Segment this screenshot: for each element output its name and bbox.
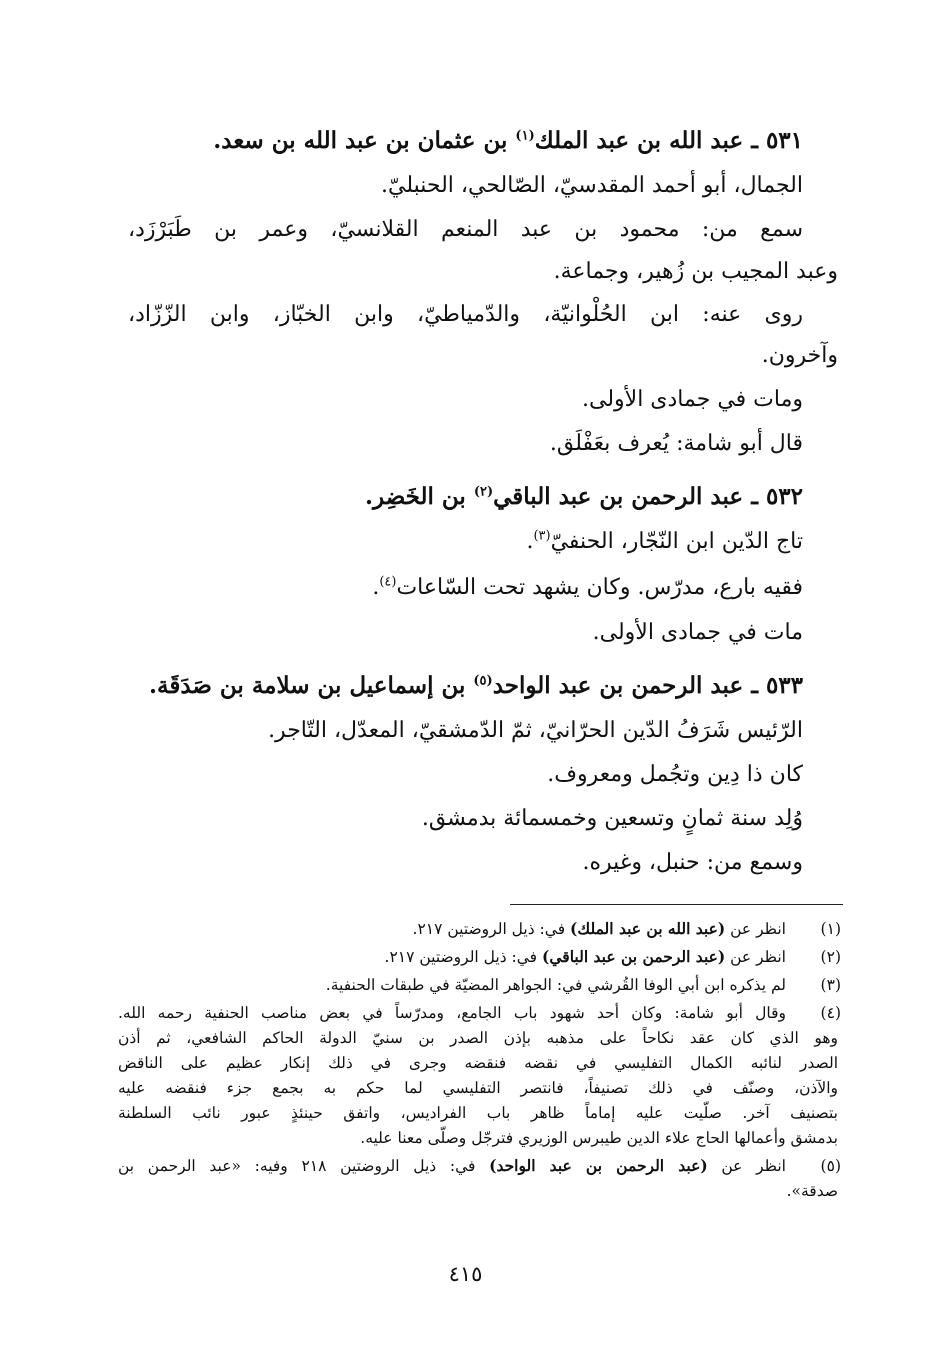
- entry-name: عبد الرحمن بن عبد الواحد: [492, 672, 744, 699]
- entry-name-rest: بن عثمان بن عبد الله بن سعد.: [213, 127, 516, 154]
- entry-name-rest: بن الخَضِر.: [365, 483, 474, 510]
- footnote-ref[interactable]: (١): [515, 128, 535, 144]
- entry-number: ٥٣١ ـ: [751, 127, 803, 154]
- entry-name-rest: بن إسماعيل بن سلامة بن صَدَقَة.: [148, 672, 474, 699]
- footnote-ref[interactable]: (٣): [533, 528, 551, 544]
- page-number: ٤١٥: [448, 1262, 483, 1286]
- entry-533-line-4: وسمع من: حنبل، وغيره.: [582, 850, 803, 875]
- entry-531-line-1: الجمال، أبو أحمد المقدسيّ، الصّالحي، الحنبليّ.: [381, 173, 803, 198]
- footnote-1: انظر عن (عبد الله بن عبد الملك) في: ذيل الروضتين ٢١٧.: [412, 919, 786, 938]
- entry-531-line-6: ومات في جمادى الأولى.: [581, 387, 803, 412]
- entry-532-line-2: فقيه بارع، مدرّس. وكان يشهد تحت السّاعات$^{(٤)}$.: [372, 574, 803, 600]
- entry-533-line-3: وُلِد سنة ثمانٍ وتسعين وخمسمائة بدمشق.: [421, 806, 803, 831]
- entry-533-title: [149, 671, 803, 701]
- footnote-number: (٢): [820, 948, 841, 966]
- footnote-4-line-6: بدمشق وأعمالها الحاج علاء الدين طيبرس الوزيري فترجّل وصلّى معنا عليه.: [360, 1129, 838, 1147]
- entry-532-line-1: تاج الدّين ابن النّجّار، الحنفيّ$^{(٣)}$.: [526, 528, 803, 554]
- footnote-5: انظر عن (عبد الرحمن بن عبد الواحد) في: ذيل الروضتين ٢١٨ وفيه: «عبد الرحمن بن: [118, 1156, 786, 1175]
- footnote-ref[interactable]: (٥): [473, 673, 493, 689]
- footnote-4-line-1: وقال أبو شامة: وكان أحد شهود باب الجامع، ومدرّساً في بعض مناصب الحنفية رحمه الله.: [118, 1004, 786, 1022]
- footnote-3: لم يذكره ابن أبي الوفا القُرشي في: الجواهر المضيّة في طبقات الحنفية.: [325, 976, 786, 994]
- footnote-number: (٤): [820, 1004, 841, 1022]
- entry-number: ٥٣٢ ـ: [751, 483, 803, 510]
- entry-531-title: [213, 126, 803, 156]
- footnote-5-continued: صدقة».: [786, 1182, 838, 1200]
- entry-number: ٥٣٣ ـ: [751, 672, 803, 699]
- footnote-4-line-4: والآذن، وصنّف في ذلك تصنيفاً، فانتصر التفليسي لما حكم به بجمع جزء فنقضه عليه: [118, 1079, 838, 1097]
- footnote-divider: [510, 904, 843, 905]
- footnote-ref[interactable]: (٢): [473, 484, 494, 500]
- entry-531-line-3: وعبد المجيب بن زُهير، وجماعة.: [553, 259, 838, 284]
- footnote-4-line-5: بتصنيف آخر. صلّيت عليه إماماً ظاهر باب الفراديس، واتفق حينئذٍ عبور نائب السلطنة: [118, 1104, 838, 1122]
- entry-531-line-5: وآخرون.: [761, 343, 838, 368]
- entry-533-line-2: كان ذا دِين وتجُمل ومعروف.: [547, 762, 803, 787]
- footnote-4-line-2: وهو الذي كان عقد نكاحاً على مذهبه بإذن الصدر بن سنيّ الدولة الحاكم الشافعي، ثم أذن: [118, 1029, 838, 1047]
- entry-name: عبد الرحمن بن عبد الباقي: [493, 483, 744, 510]
- entry-531-line-2: سمع من: محمود بن عبد المنعم القلانسيّ، وعمر بن طَبَرْزَد،: [128, 217, 803, 242]
- footnote-2: انظر عن (عبد الرحمن بن عبد الباقي) في: ذيل الروضتين ٢١٧.: [384, 947, 786, 966]
- footnote-ref[interactable]: (٤): [379, 574, 397, 590]
- entry-533-line-1: الرّئيس شَرَفُ الدّين الحرّانيّ، ثمّ الدّمشقيّ، المعدّل، التّاجر.: [268, 718, 803, 743]
- footnote-number: (١): [820, 920, 841, 938]
- footnote-4-line-3: الصدر لنائبه الكمال التفليسي في نقضه فنقضه وجرى في ذلك إنكار عظيم على الناقض: [118, 1054, 838, 1072]
- entry-532-line-3: مات في جمادى الأولى.: [592, 620, 803, 645]
- entry-name: عبد الله بن عبد الملك: [534, 127, 744, 154]
- entry-532-title: [365, 482, 803, 512]
- footnote-number: (٥): [820, 1157, 841, 1175]
- footnote-number: (٣): [820, 976, 841, 994]
- entry-531-line-4: روى عنه: ابن الحُلْوانيّة، والدّمياطيّ، وابن الخبّاز، وابن الزّزّاد،: [128, 302, 803, 327]
- entry-531-line-7: قال أبو شامة: يُعرف بعَفْلَق.: [549, 431, 803, 456]
